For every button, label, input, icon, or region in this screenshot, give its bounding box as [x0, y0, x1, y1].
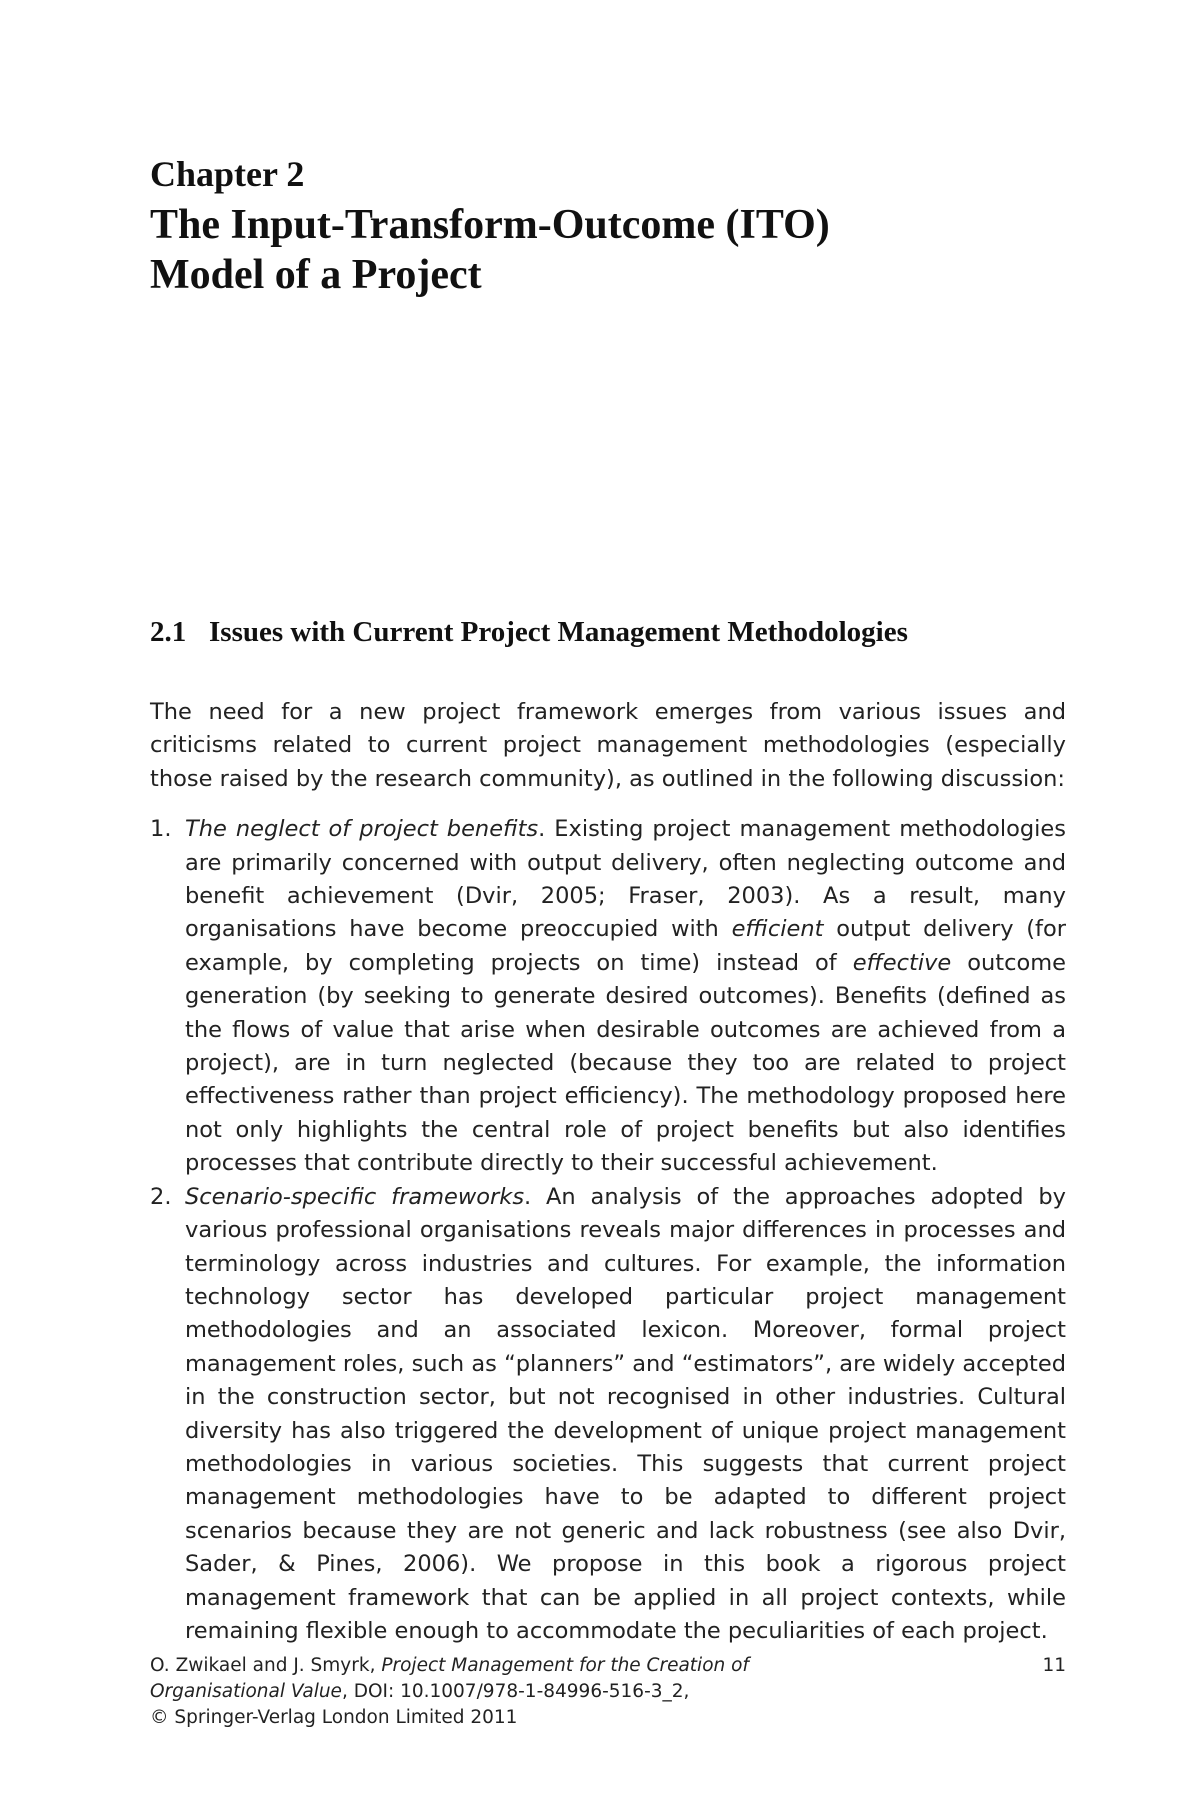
footnote-authors: O. Zwikael and J. Smyrk,	[150, 1655, 382, 1676]
list-item-number: 2.	[150, 1183, 172, 1210]
page-number: 11	[1042, 1655, 1066, 1676]
list-item-lead: The neglect of project benefits	[185, 816, 539, 843]
list-item-text: . An analysis of the approaches adopted by various professional organisations reveals major differences in processes and terminology across industries and cultures. For example, the information technology sector has developed particular project management methodologies and an associated lexicon. Moreover, formal project management roles, such as “planners” and “estimators”, are widely accepted in the construction sector, but not recognised in other industries. Cultural diversity has also triggered the development of unique project management methodologies in various societies. This suggests that current project management methodologies have to be adapted to different project scenarios because they are not generic and lack robustness (see also Dvir, Sader, & Pines, 2006). We propose in this book a rigorous project management framework that can be applied in all project contexts, while remaining flexible enough to accommodate the peculiarities of each project.	[185, 1183, 1066, 1644]
footnote-book-title-cont: Organisational Value	[150, 1681, 342, 1702]
footnote-doi: , DOI: 10.1007/978-1-84996-516-3_2,	[341, 1681, 690, 1702]
section-number: 2.1	[150, 616, 187, 648]
chapter-title	[150, 200, 1050, 300]
list-item-2	[150, 1181, 1066, 1649]
chapter-label: Chapter 2	[150, 154, 305, 194]
footnote-book-title: Project Management for the Creation of	[381, 1655, 749, 1676]
footnote-line-1	[150, 1653, 1066, 1679]
footnote-copyright: © Springer-Verlag London Limited 2011	[150, 1707, 518, 1728]
chapter-title-line-2: Model of a Project	[150, 252, 482, 298]
emphasis-efficient: efficient	[731, 916, 824, 943]
list-item-lead: Scenario-specific frameworks	[185, 1183, 525, 1210]
chapter-heading	[150, 152, 1050, 300]
footnote-line-2	[150, 1679, 1066, 1705]
intro-paragraph: The need for a new project framework emerges from various issues and criticisms related to current project management methodologies (especially those raised by the research community), as outlined in the following discussion:	[150, 699, 1066, 792]
list-item-1	[150, 813, 1066, 1180]
chapter-title-line-1: The Input-Transform-Outcome (ITO)	[150, 202, 830, 248]
section-heading	[150, 614, 1070, 650]
body-text	[150, 696, 1066, 1648]
list-item-text: . Existing project management methodologies are primarily concerned with output delivery, often neglecting outcome and benefit achievement (Dvir, 2005; Fraser, 2003). As a result, many organisations have become preoccupied with	[185, 816, 1066, 943]
section-title: Issues with Current Project Management Methodologies	[209, 616, 908, 648]
list-item-text: output delivery (for example, by completing projects on time) instead of	[185, 916, 1066, 976]
citation-footnote	[150, 1653, 1066, 1731]
numbered-list	[150, 813, 1066, 1648]
list-item-text: outcome generation (by seeking to generate desired outcomes). Benefits (defined as the flows of value that arise when desirable outcomes are achieved from a project), are in turn neglected (because they too are related to project effectiveness rather than project efficiency). The methodology proposed here not only highlights the central role of project benefits but also identifies processes that contribute directly to their successful achievement.	[185, 949, 1066, 1177]
emphasis-effective: effective	[852, 949, 952, 976]
list-item-number: 1.	[150, 816, 172, 843]
